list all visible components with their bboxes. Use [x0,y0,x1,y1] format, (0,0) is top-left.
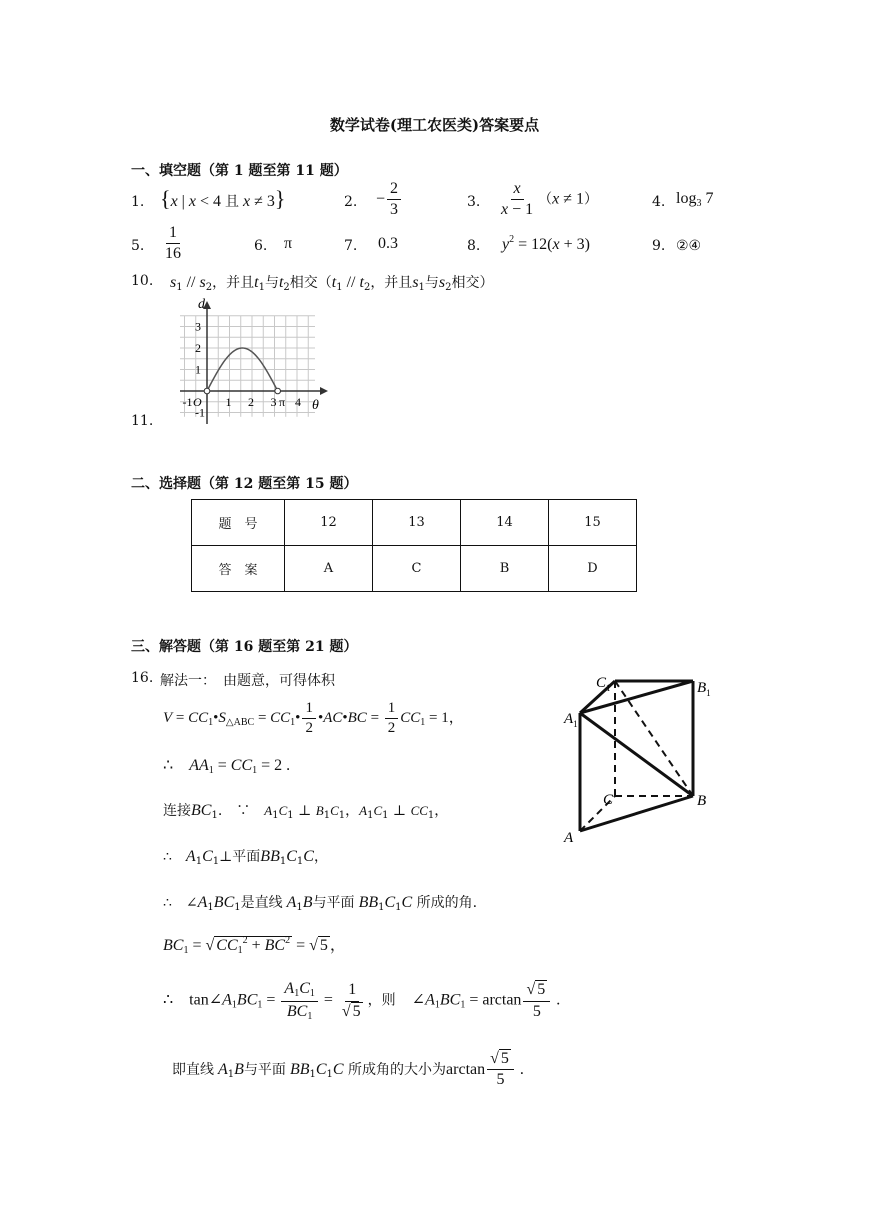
x-tick-label: -1 [182,395,193,409]
page-title: 数学试卷(理工农医类)答案要点 [329,116,540,134]
section-1-heading: 一、填空题（第 1 题至第 11 题） [131,163,348,179]
item-4-number: 4. [652,194,666,210]
perp-plane-line: ∴ $A_1C_1\perp$平面$BB_1C_1C$， [163,848,328,867]
table-cell: 12 [285,500,373,546]
graph-11 [170,296,335,426]
item-1-number: 1. [131,194,145,210]
y-tick-label: 2 [195,341,201,355]
bc1-equation: $BC_1$ = √ $CC_1^2 + BC^2$ = √ 5 ， [163,935,346,956]
y-tick-label: 1 [195,362,201,377]
table-cell: 13 [373,500,461,546]
y-tick-label: -1 [195,405,205,420]
open-endpoint-left [204,388,210,394]
y-tick-label: 3 [195,319,201,334]
item-6-number: 6. [254,238,268,254]
pi-label: π [279,395,286,409]
table-cell: A [285,546,373,592]
prism-figure [560,668,720,848]
edge-a1-b [580,713,693,796]
label-c: C [603,792,614,808]
item-3-answer: $\frac{x}{x - 1}$ （x ≠ 1） [501,180,599,219]
label-b1: $B_1$ [697,680,711,698]
item-10-number: 10. [131,273,154,289]
table-cell: B [461,546,549,592]
conclusion-line: 即直线 $A_1B$与平面 $BB_1C_1C$ 所成角的大小为arctan $\frac{√ 5}{5}$ . [172,1050,524,1089]
table-cell: 题 号 [192,500,285,546]
item-8-number: 8. [467,238,481,254]
item-7-answer: 0.3 [378,235,398,252]
item-5-answer: $\frac{1}{16}$ [165,224,181,263]
table-cell: C [373,546,461,592]
x-tick-label: 1 [225,395,232,409]
table-row [192,500,637,546]
label-b: B [697,793,707,809]
item-4-answer: $\log_3 7$ [676,190,714,209]
item-9-number: 9. [652,238,666,254]
table-cell: 答 案 [192,546,285,592]
volume-formula: $V = CC_1•S_{\triangle ABC}$ = $CC_1•$ $\frac{1}{2}$ •AC•BC = $\frac{1}{2}$ $CC_1 = 1$， [163,700,464,737]
q16-number: 16. [131,670,154,686]
open-endpoint-right [275,388,281,394]
section-3-heading: 三、解答题（第 16 题至第 21 题） [131,639,358,655]
x-tick-label: 4 [295,395,301,409]
item-7-number: 7. [344,238,358,254]
section-2-heading: 二、选择题（第 12 题至第 15 题） [131,476,358,492]
angle-line: ∴ $\angle A_1BC_1$是直线 $A_1B$与平面 $BB_1C_1C$ 所成的角. [163,894,478,913]
table-row [192,546,637,592]
y-axis-label: d [198,297,205,312]
item-1-answer: {x | x < 4 且 x ≠ 3} [160,186,286,211]
origin-label: O [193,395,202,409]
label-a1: $A_1$ [564,711,578,729]
item-3-number: 3. [467,194,481,210]
item-10-answer: $s_1 // s_2$，并且$t_1$与$t_2$相交（$t_1 // t_2$，并且$s_1$与$s_2$相交） [170,274,494,293]
item-11-number: 11. [131,413,154,429]
item-6-answer: π [284,235,293,252]
item-9-answer: ②④ [676,238,702,254]
x-axis-arrow [320,387,328,395]
item-5-number: 5. [131,238,145,254]
tan-equation: ∴ $\tan\angle A_1BC_1$ = $\frac{A_1C_1}{BC_1}$ = $\frac{1}{√ 5}$ ，则 $\angle A_1BC_1 = \arctan$ $\frac{√ 5}{5}$ . [163,980,561,1022]
connect-line: 连接$BC_1$. ∵ $A_1C_1$ ⊥ $B_1C_1$，$A_1C_1$ ⊥ $CC_1$， [163,802,449,821]
label-c1: $C_1$ [596,675,611,693]
aa1-equation: ∴ $AA_1 = CC_1 = 2$ . [163,757,291,776]
table-cell: 14 [461,500,549,546]
item-2-number: 2. [344,194,358,210]
item-8-answer: $y^2 = 12(x + 3)$ [502,234,590,253]
table-cell: 15 [549,500,637,546]
x-tick-label: 3 [270,395,277,409]
x-tick-label: 2 [248,395,254,409]
x-axis-label: θ [312,398,319,413]
label-a: A [564,830,574,846]
table-cell: D [549,546,637,592]
item-2-answer: − $\frac{2}{3}$ [376,180,403,220]
answer-table [191,499,637,592]
q16-intro: 解法一： 由题意，可得体积 [160,673,335,689]
